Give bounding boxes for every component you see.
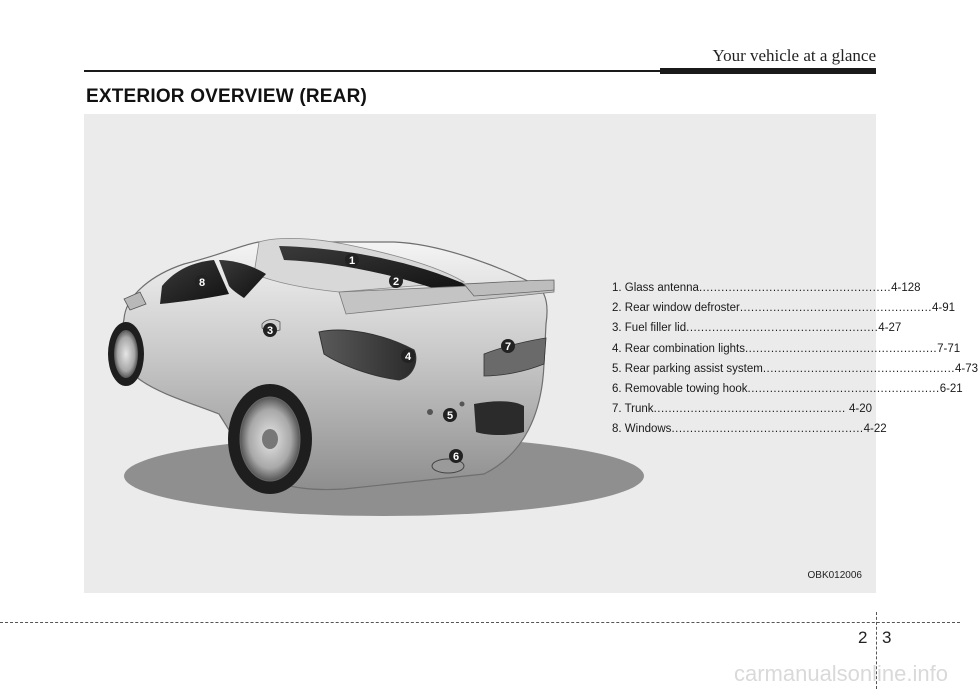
callout-1: 1 [348,255,356,267]
legend-item-label: 8. Windows [612,423,672,436]
legend-item [612,359,978,379]
callout-3: 3 [266,325,274,337]
legend-item-label: 4. Rear combination lights [612,342,745,355]
legend-item-leader: .................................................... [762,362,955,375]
page-title: EXTERIOR OVERVIEW (REAR) [86,86,368,107]
legend-item [612,419,887,439]
legend-item-leader: .................................................... [698,282,892,294]
legend-item-page: 4-22 [863,423,887,436]
figure-panel [84,114,978,593]
legend-item-leader: .................................................... [686,322,879,335]
legend-item [612,278,921,298]
rear-wheel [228,384,312,494]
legend-item-page: 4-20 [848,403,872,416]
legend-item [612,379,963,399]
legend-item-leader: .................................................... [653,403,846,416]
legend-item-page: 6-21 [939,383,963,396]
callout-6: 6 [452,451,460,463]
legend-item [612,298,956,318]
legend-item-label: 6. Removable towing hook [612,383,748,396]
legend-item-page: 4-27 [878,322,902,335]
legend-item-label: 5. Rear parking assist system [612,362,763,375]
callout-4: 4 [404,351,412,363]
legend-item-label: 7. Trunk [612,403,654,416]
callout-2: 2 [392,276,400,288]
legend-item [612,399,872,419]
figure-code: OBK012006 [807,570,862,581]
legend-item-leader: .................................................... [747,383,940,396]
callout-5: 5 [446,410,454,422]
legend-item-label: 2. Rear window defroster [612,302,740,315]
header-section-title: Your vehicle at a glance [712,46,876,65]
watermark: carmanualsonline.info [733,661,948,686]
legend-item [612,318,902,338]
legend-item-leader: .................................................... [744,342,938,355]
legend-item-leader: .................................................... [671,423,864,436]
page-number: 3 [882,628,892,647]
legend-item-page: 4-91 [932,302,956,315]
front-wheel [108,322,144,386]
legend-item-label: 1. Glass antenna [612,282,699,294]
legend-list [612,278,978,440]
chapter-number: 2 [858,628,868,647]
legend-item-label: 3. Fuel filler lid [612,322,687,335]
callout-7: 7 [504,341,512,353]
callout-8: 8 [198,277,206,289]
legend-item-page: 4-73 [955,362,978,375]
legend-item-page: 4-128 [891,282,921,294]
header-rule-accent [660,68,876,74]
legend-item [612,339,961,359]
legend-item-page: 7-71 [937,342,961,355]
legend-item-leader: .................................................... [739,302,932,315]
footer-rule [0,622,960,623]
